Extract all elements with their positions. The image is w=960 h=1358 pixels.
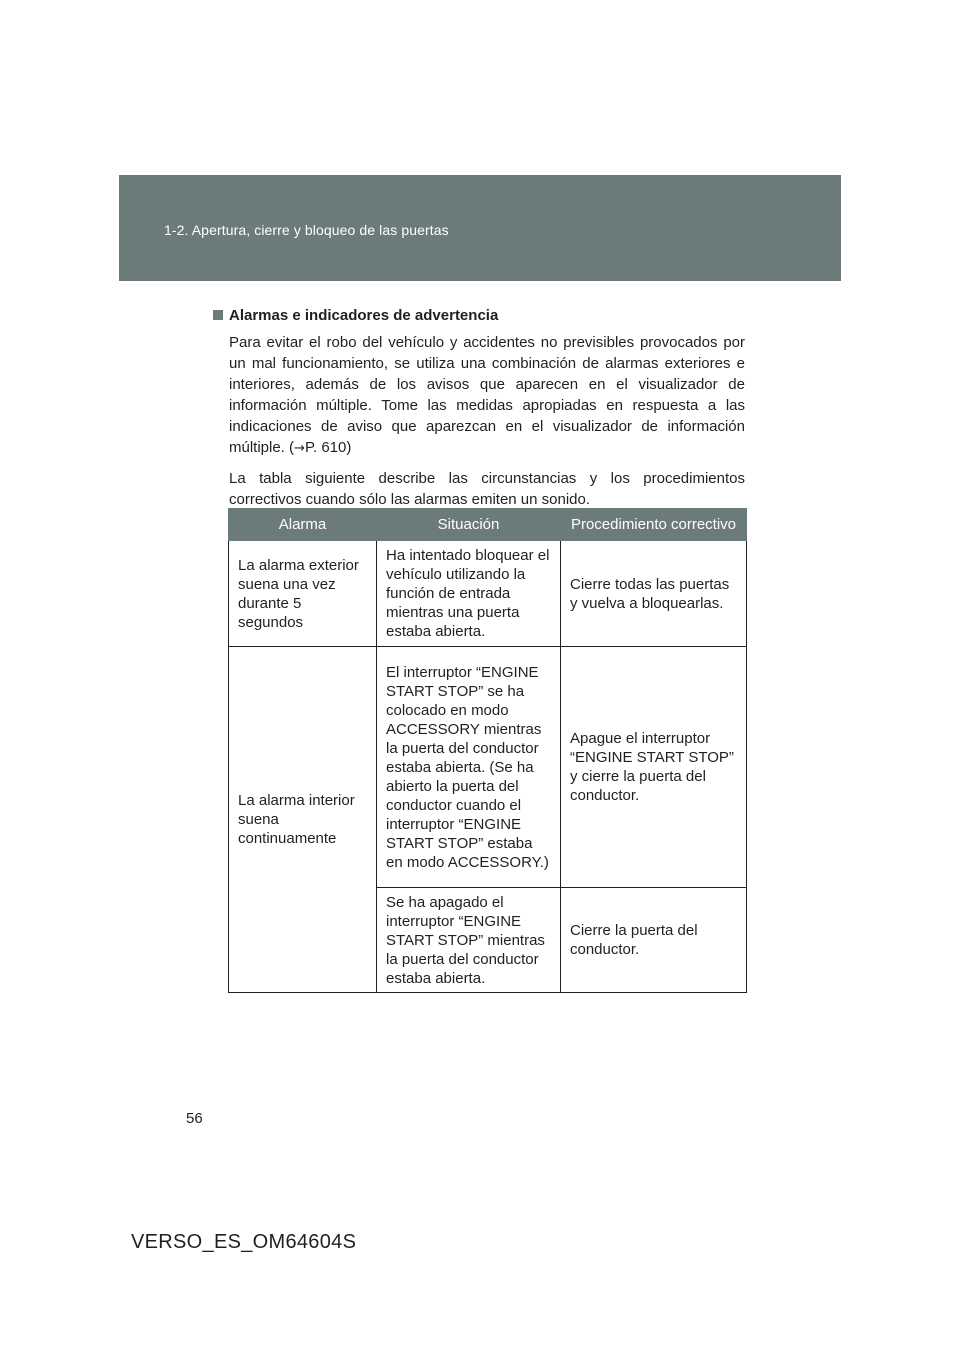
main-content bbox=[213, 306, 745, 519]
situation-cell: El interruptor “ENGINE START STOP” se ha colocado en modo ACCESSORY mientras la puerta del conductor estaba abierta. (Se ha abierto la puerta del conductor cuando el interruptor “ENGINE START STOP” estaba en modo ACCESSORY.) bbox=[377, 647, 561, 888]
section-title: 1-2. Apertura, cierre y bloqueo de las puertas bbox=[164, 222, 449, 238]
section-heading-text: Alarmas e indicadores de advertencia bbox=[229, 307, 499, 324]
page-reference-link[interactable]: P. 610) bbox=[304, 439, 352, 456]
situation-cell: Ha intentado bloquear el vehículo utilizando la función de entrada mientras una puerta estaba abierta. bbox=[377, 541, 561, 647]
procedure-cell: Cierre la puerta del conductor. bbox=[561, 888, 747, 993]
square-bullet-icon bbox=[213, 310, 223, 320]
table-header-row bbox=[229, 509, 747, 541]
document-code: VERSO_ES_OM64604S bbox=[131, 1231, 357, 1253]
table-description-paragraph: La tabla siguiente describe las circunstancias y los procedimientos correctivos cuando sólo las alarmas emiten un sonido. bbox=[229, 470, 745, 508]
procedure-cell: Apague el interruptor “ENGINE START STOP” y cierre la puerta del conductor. bbox=[561, 647, 747, 888]
page-number: 56 bbox=[186, 1110, 203, 1127]
section-heading bbox=[213, 306, 745, 326]
table-row bbox=[229, 541, 747, 647]
intro-paragraph-text: Para evitar el robo del vehículo y accidentes no previsibles provocados por un mal funcionamiento, se utiliza una combinación de alarmas exteriores e interiores, además de los avisos que aparecen en el visualizador de información múltiple. Tome las medidas apropiadas en respuesta a las indicaciones de aviso que aparezcan en el visualizador de información múltiple. ( bbox=[229, 334, 745, 456]
arrow-right-icon: → bbox=[294, 441, 305, 456]
header-band bbox=[119, 175, 841, 281]
column-header-situacion: Situación bbox=[377, 509, 561, 541]
column-header-alarma: Alarma bbox=[229, 509, 377, 541]
situation-cell: Se ha apagado el interruptor “ENGINE START STOP” mientras la puerta del conductor estaba abierta. bbox=[377, 888, 561, 993]
procedure-cell: Cierre todas las puertas y vuelva a bloquearlas. bbox=[561, 541, 747, 647]
alarm-cell: La alarma exterior suena una vez durante 5 segundos bbox=[229, 541, 377, 647]
column-header-procedimiento: Procedimiento correctivo bbox=[561, 509, 747, 541]
alarm-table bbox=[228, 508, 747, 993]
intro-paragraph bbox=[229, 332, 745, 459]
alarm-cell: La alarma interior suena continuamente bbox=[229, 647, 377, 993]
table-row bbox=[229, 647, 747, 888]
